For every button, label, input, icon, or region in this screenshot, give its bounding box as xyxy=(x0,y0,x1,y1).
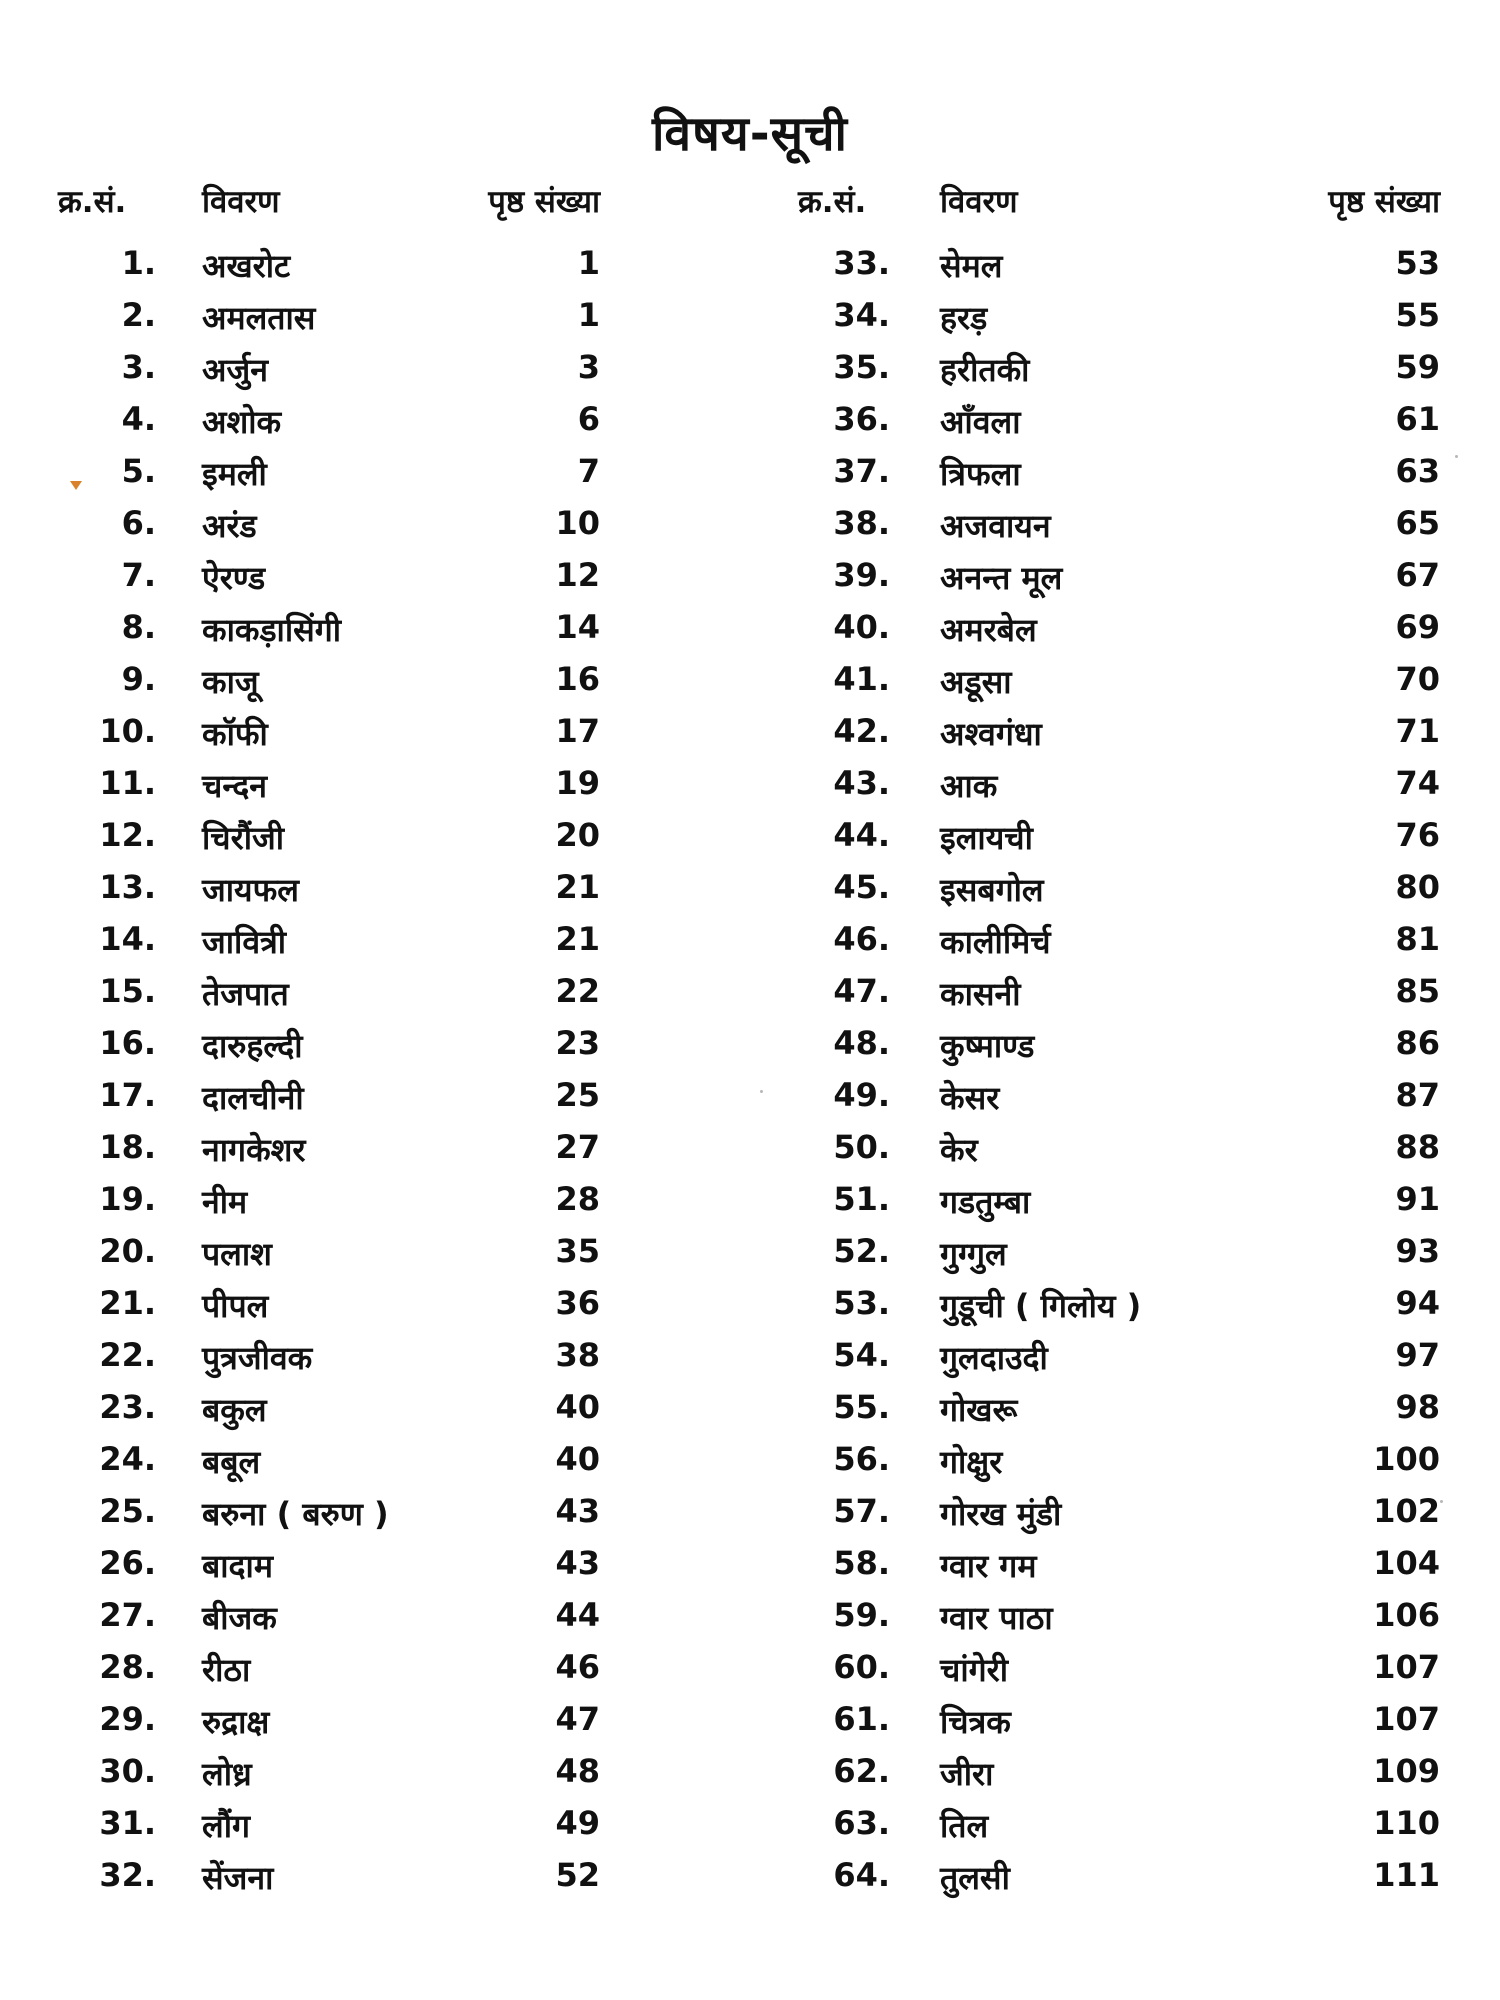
toc-entry xyxy=(50,608,610,660)
toc-entry xyxy=(50,452,610,504)
entry-page: 55 xyxy=(1395,296,1440,334)
entry-number: 11. xyxy=(99,764,156,802)
toc-list-right xyxy=(790,244,1450,1908)
entry-name: पीपल xyxy=(202,1287,269,1325)
toc-entry xyxy=(50,1232,610,1284)
entry-page: 59 xyxy=(1395,348,1440,386)
toc-entry xyxy=(50,348,610,400)
entry-name: आक xyxy=(940,767,998,805)
entry-number: 15. xyxy=(99,972,156,1010)
entry-page: 27 xyxy=(555,1128,600,1166)
entry-number: 46. xyxy=(833,920,890,958)
toc-entry xyxy=(50,1596,610,1648)
toc-entry xyxy=(790,1596,1450,1648)
entry-number: 19. xyxy=(99,1180,156,1218)
entry-page: 22 xyxy=(555,972,600,1010)
entry-name: गोरख मुंडी xyxy=(940,1495,1062,1533)
entry-name: पलाश xyxy=(202,1235,272,1273)
entry-name: काजू xyxy=(202,663,259,701)
entry-page: 46 xyxy=(555,1648,600,1686)
entry-page: 88 xyxy=(1395,1128,1440,1166)
entry-name: तेजपात xyxy=(202,975,289,1013)
entry-page: 104 xyxy=(1373,1544,1440,1582)
toc-entry xyxy=(790,1492,1450,1544)
entry-name: काकड़ासिंगी xyxy=(202,611,342,649)
entry-number: 9. xyxy=(121,660,156,698)
entry-name: गडतुम्बा xyxy=(940,1183,1031,1221)
toc-entry xyxy=(790,608,1450,660)
entry-name: आँवला xyxy=(940,403,1021,441)
toc-entry xyxy=(790,1388,1450,1440)
entry-page: 19 xyxy=(555,764,600,802)
entry-number: 24. xyxy=(99,1440,156,1478)
entry-number: 43. xyxy=(833,764,890,802)
entry-number: 34. xyxy=(833,296,890,334)
entry-name: अर्जुन xyxy=(202,351,268,389)
entry-name: बबूल xyxy=(202,1443,261,1481)
entry-number: 47. xyxy=(833,972,890,1010)
entry-number: 29. xyxy=(99,1700,156,1738)
entry-name: गुडूची ( गिलोय ) xyxy=(940,1287,1142,1325)
entry-name: इमली xyxy=(202,455,267,493)
entry-page: 25 xyxy=(555,1076,600,1114)
description-header: विवरण xyxy=(202,184,280,220)
entry-page: 40 xyxy=(555,1388,600,1426)
toc-entry xyxy=(50,1024,610,1076)
entry-page: 1 xyxy=(577,296,600,334)
entry-name: जावित्री xyxy=(202,923,287,961)
entry-page: 28 xyxy=(555,1180,600,1218)
entry-name: नागकेशर xyxy=(202,1131,306,1169)
toc-entry xyxy=(50,1544,610,1596)
entry-name: चांगेरी xyxy=(940,1651,1009,1689)
toc-entry xyxy=(50,400,610,452)
entry-number: 62. xyxy=(833,1752,890,1790)
toc-entry xyxy=(790,504,1450,556)
entry-name: इलायची xyxy=(940,819,1033,857)
entry-name: नीम xyxy=(202,1183,248,1221)
toc-entry xyxy=(50,1440,610,1492)
toc-entry xyxy=(790,244,1450,296)
entry-page: 52 xyxy=(555,1856,600,1894)
entry-name: कॉफी xyxy=(202,715,268,753)
entry-name: अरंड xyxy=(202,507,257,545)
toc-entry xyxy=(790,1804,1450,1856)
entry-name: तुलसी xyxy=(940,1859,1010,1897)
entry-name: अखरोट xyxy=(202,247,291,285)
entry-name: केर xyxy=(940,1131,978,1169)
toc-entry xyxy=(50,556,610,608)
entry-number: 28. xyxy=(99,1648,156,1686)
toc-entry xyxy=(790,1076,1450,1128)
entry-page: 65 xyxy=(1395,504,1440,542)
entry-number: 61. xyxy=(833,1700,890,1738)
scan-speck xyxy=(1455,455,1458,458)
entry-number: 6. xyxy=(121,504,156,542)
toc-entry xyxy=(790,920,1450,972)
entry-page: 43 xyxy=(555,1492,600,1530)
entry-name: रुद्राक्ष xyxy=(202,1703,270,1741)
entry-name: अशोक xyxy=(202,403,282,441)
entry-name: कालीमिर्च xyxy=(940,923,1051,961)
entry-number: 35. xyxy=(833,348,890,386)
entry-number: 38. xyxy=(833,504,890,542)
entry-page: 106 xyxy=(1373,1596,1440,1634)
entry-page: 40 xyxy=(555,1440,600,1478)
toc-entry xyxy=(790,1856,1450,1908)
entry-page: 111 xyxy=(1373,1856,1440,1894)
entry-page: 107 xyxy=(1373,1648,1440,1686)
entry-number: 59. xyxy=(833,1596,890,1634)
entry-number: 64. xyxy=(833,1856,890,1894)
entry-name: अश्वगंधा xyxy=(940,715,1042,753)
entry-page: 63 xyxy=(1395,452,1440,490)
toc-entry xyxy=(790,1700,1450,1752)
entry-name: बकुल xyxy=(202,1391,267,1429)
entry-page: 21 xyxy=(555,868,600,906)
entry-number: 42. xyxy=(833,712,890,750)
entry-name: कुष्माण्ड xyxy=(940,1027,1035,1065)
toc-entry xyxy=(50,1284,610,1336)
toc-entry xyxy=(50,1804,610,1856)
entry-number: 51. xyxy=(833,1180,890,1218)
toc-entry xyxy=(50,712,610,764)
description-header: विवरण xyxy=(940,184,1018,220)
entry-page: 20 xyxy=(555,816,600,854)
entry-number: 33. xyxy=(833,244,890,282)
entry-number: 7. xyxy=(121,556,156,594)
entry-page: 107 xyxy=(1373,1700,1440,1738)
toc-entry xyxy=(50,1752,610,1804)
scan-speck xyxy=(760,1090,763,1093)
entry-page: 98 xyxy=(1395,1388,1440,1426)
entry-number: 12. xyxy=(99,816,156,854)
entry-number: 27. xyxy=(99,1596,156,1634)
entry-number: 32. xyxy=(99,1856,156,1894)
entry-name: बादाम xyxy=(202,1547,273,1585)
toc-entry xyxy=(50,244,610,296)
entry-name: तिल xyxy=(940,1807,989,1845)
toc-entry xyxy=(790,556,1450,608)
entry-number: 52. xyxy=(833,1232,890,1270)
entry-name: जायफल xyxy=(202,871,299,909)
entry-page: 70 xyxy=(1395,660,1440,698)
toc-entry xyxy=(790,816,1450,868)
toc-entry xyxy=(50,1076,610,1128)
entry-page: 86 xyxy=(1395,1024,1440,1062)
entry-number: 20. xyxy=(99,1232,156,1270)
entry-page: 80 xyxy=(1395,868,1440,906)
toc-entry xyxy=(50,920,610,972)
toc-entry xyxy=(790,400,1450,452)
entry-name: लोध्र xyxy=(202,1755,252,1793)
entry-page: 110 xyxy=(1373,1804,1440,1842)
entry-name: सेंजना xyxy=(202,1859,274,1897)
entry-page: 21 xyxy=(555,920,600,958)
entry-number: 3. xyxy=(121,348,156,386)
toc-column-right xyxy=(790,180,1450,1908)
entry-name: पुत्रजीवक xyxy=(202,1339,313,1377)
toc-entry xyxy=(50,1336,610,1388)
toc-entry xyxy=(790,1284,1450,1336)
entry-page: 43 xyxy=(555,1544,600,1582)
toc-entry xyxy=(790,712,1450,764)
entry-page: 3 xyxy=(577,348,600,386)
toc-entry xyxy=(50,868,610,920)
toc-entry xyxy=(50,504,610,556)
entry-name: गुलदाउदी xyxy=(940,1339,1048,1377)
entry-page: 69 xyxy=(1395,608,1440,646)
toc-entry xyxy=(790,1440,1450,1492)
column-header xyxy=(50,180,610,240)
entry-number: 18. xyxy=(99,1128,156,1166)
entry-number: 26. xyxy=(99,1544,156,1582)
entry-number: 8. xyxy=(121,608,156,646)
entry-page: 7 xyxy=(577,452,600,490)
toc-entry xyxy=(790,452,1450,504)
entry-name: चित्रक xyxy=(940,1703,1011,1741)
toc-entry xyxy=(50,1180,610,1232)
entry-name: गुग्गुल xyxy=(940,1235,1007,1273)
toc-column-left xyxy=(50,180,610,1908)
toc-entry xyxy=(790,348,1450,400)
entry-name: इसबगोल xyxy=(940,871,1044,909)
entry-page: 49 xyxy=(555,1804,600,1842)
entry-page: 91 xyxy=(1395,1180,1440,1218)
entry-number: 50. xyxy=(833,1128,890,1166)
entry-page: 71 xyxy=(1395,712,1440,750)
entry-page: 44 xyxy=(555,1596,600,1634)
entry-page: 97 xyxy=(1395,1336,1440,1374)
entry-number: 48. xyxy=(833,1024,890,1062)
toc-entry xyxy=(790,1336,1450,1388)
entry-number: 58. xyxy=(833,1544,890,1582)
entry-number: 4. xyxy=(121,400,156,438)
toc-entry xyxy=(790,1128,1450,1180)
toc-entry xyxy=(790,1180,1450,1232)
entry-page: 48 xyxy=(555,1752,600,1790)
toc-entry xyxy=(50,1492,610,1544)
toc-entry xyxy=(790,1648,1450,1700)
entry-number: 54. xyxy=(833,1336,890,1374)
entry-number: 49. xyxy=(833,1076,890,1114)
entry-number: 63. xyxy=(833,1804,890,1842)
entry-page: 36 xyxy=(555,1284,600,1322)
toc-entry xyxy=(790,660,1450,712)
entry-number: 56. xyxy=(833,1440,890,1478)
entry-name: दारुहल्दी xyxy=(202,1027,303,1065)
entry-name: बीजक xyxy=(202,1599,277,1637)
entry-number: 30. xyxy=(99,1752,156,1790)
entry-number: 36. xyxy=(833,400,890,438)
entry-name: बरुना ( बरुण ) xyxy=(202,1495,389,1533)
entry-number: 53. xyxy=(833,1284,890,1322)
toc-entry xyxy=(50,816,610,868)
entry-number: 16. xyxy=(99,1024,156,1062)
entry-name: सेमल xyxy=(940,247,1003,285)
entry-name: गोक्षुर xyxy=(940,1443,1003,1481)
toc-entry xyxy=(790,764,1450,816)
entry-page: 23 xyxy=(555,1024,600,1062)
toc-entry xyxy=(50,764,610,816)
entry-page: 17 xyxy=(555,712,600,750)
serial-header: क्र.सं. xyxy=(58,184,127,220)
entry-number: 25. xyxy=(99,1492,156,1530)
entry-name: अडूसा xyxy=(940,663,1012,701)
entry-page: 35 xyxy=(555,1232,600,1270)
entry-page: 109 xyxy=(1373,1752,1440,1790)
entry-name: रीठा xyxy=(202,1651,251,1689)
entry-name: केसर xyxy=(940,1079,1000,1117)
toc-entry xyxy=(790,868,1450,920)
entry-page: 6 xyxy=(577,400,600,438)
entry-number: 44. xyxy=(833,816,890,854)
entry-number: 45. xyxy=(833,868,890,906)
entry-name: हरड़ xyxy=(940,299,988,337)
entry-number: 1. xyxy=(121,244,156,282)
entry-name: ऐरण्ड xyxy=(202,559,266,597)
entry-name: अमलतास xyxy=(202,299,316,337)
entry-number: 23. xyxy=(99,1388,156,1426)
entry-number: 2. xyxy=(121,296,156,334)
entry-page: 85 xyxy=(1395,972,1440,1010)
entry-name: अनन्त मूल xyxy=(940,559,1063,597)
toc-entry xyxy=(50,1700,610,1752)
column-header xyxy=(790,180,1450,240)
toc-entry xyxy=(50,1856,610,1908)
entry-number: 39. xyxy=(833,556,890,594)
entry-page: 14 xyxy=(555,608,600,646)
page-title: विषय-सूची xyxy=(652,106,848,162)
entry-number: 57. xyxy=(833,1492,890,1530)
entry-page: 53 xyxy=(1395,244,1440,282)
entry-page: 38 xyxy=(555,1336,600,1374)
entry-name: लौंग xyxy=(202,1807,251,1845)
toc-entry xyxy=(790,1544,1450,1596)
entry-name: त्रिफला xyxy=(940,455,1021,493)
toc-entry xyxy=(50,1648,610,1700)
entry-number: 17. xyxy=(99,1076,156,1114)
toc-entry xyxy=(790,296,1450,348)
entry-number: 22. xyxy=(99,1336,156,1374)
toc-entry xyxy=(790,1752,1450,1804)
entry-name: जीरा xyxy=(940,1755,994,1793)
toc-entry xyxy=(790,1024,1450,1076)
entry-name: कासनी xyxy=(940,975,1021,1013)
entry-page: 67 xyxy=(1395,556,1440,594)
entry-number: 14. xyxy=(99,920,156,958)
entry-name: अजवायन xyxy=(940,507,1051,545)
entry-name: दालचीनी xyxy=(202,1079,304,1117)
entry-number: 37. xyxy=(833,452,890,490)
page-header: पृष्ठ संख्या xyxy=(488,184,600,220)
serial-header: क्र.सं. xyxy=(798,184,867,220)
entry-page: 61 xyxy=(1395,400,1440,438)
entry-number: 40. xyxy=(833,608,890,646)
toc-entry xyxy=(50,1128,610,1180)
entry-name: चिरौंजी xyxy=(202,819,285,857)
page-header: पृष्ठ संख्या xyxy=(1328,184,1440,220)
entry-number: 21. xyxy=(99,1284,156,1322)
entry-name: ग्वार पाठा xyxy=(940,1599,1053,1637)
toc-entry xyxy=(50,660,610,712)
entry-page: 1 xyxy=(577,244,600,282)
entry-page: 93 xyxy=(1395,1232,1440,1270)
entry-page: 76 xyxy=(1395,816,1440,854)
entry-name: ग्वार गम xyxy=(940,1547,1037,1585)
entry-page: 12 xyxy=(555,556,600,594)
toc-entry xyxy=(790,972,1450,1024)
entry-name: अमरबेल xyxy=(940,611,1037,649)
entry-number: 60. xyxy=(833,1648,890,1686)
entry-page: 94 xyxy=(1395,1284,1440,1322)
entry-number: 5. xyxy=(121,452,156,490)
entry-name: हरीतकी xyxy=(940,351,1030,389)
entry-number: 10. xyxy=(99,712,156,750)
toc-entry xyxy=(50,296,610,348)
toc-list-left xyxy=(50,244,610,1908)
entry-page: 100 xyxy=(1373,1440,1440,1478)
toc-entry xyxy=(790,1232,1450,1284)
entry-number: 31. xyxy=(99,1804,156,1842)
entry-number: 41. xyxy=(833,660,890,698)
entry-number: 13. xyxy=(99,868,156,906)
toc-entry xyxy=(50,1388,610,1440)
entry-number: 55. xyxy=(833,1388,890,1426)
entry-page: 102 xyxy=(1373,1492,1440,1530)
entry-name: चन्दन xyxy=(202,767,267,805)
entry-page: 81 xyxy=(1395,920,1440,958)
entry-page: 47 xyxy=(555,1700,600,1738)
entry-page: 10 xyxy=(555,504,600,542)
entry-page: 87 xyxy=(1395,1076,1440,1114)
entry-name: गोखरू xyxy=(940,1391,1018,1429)
entry-page: 74 xyxy=(1395,764,1440,802)
entry-page: 16 xyxy=(555,660,600,698)
toc-entry xyxy=(50,972,610,1024)
